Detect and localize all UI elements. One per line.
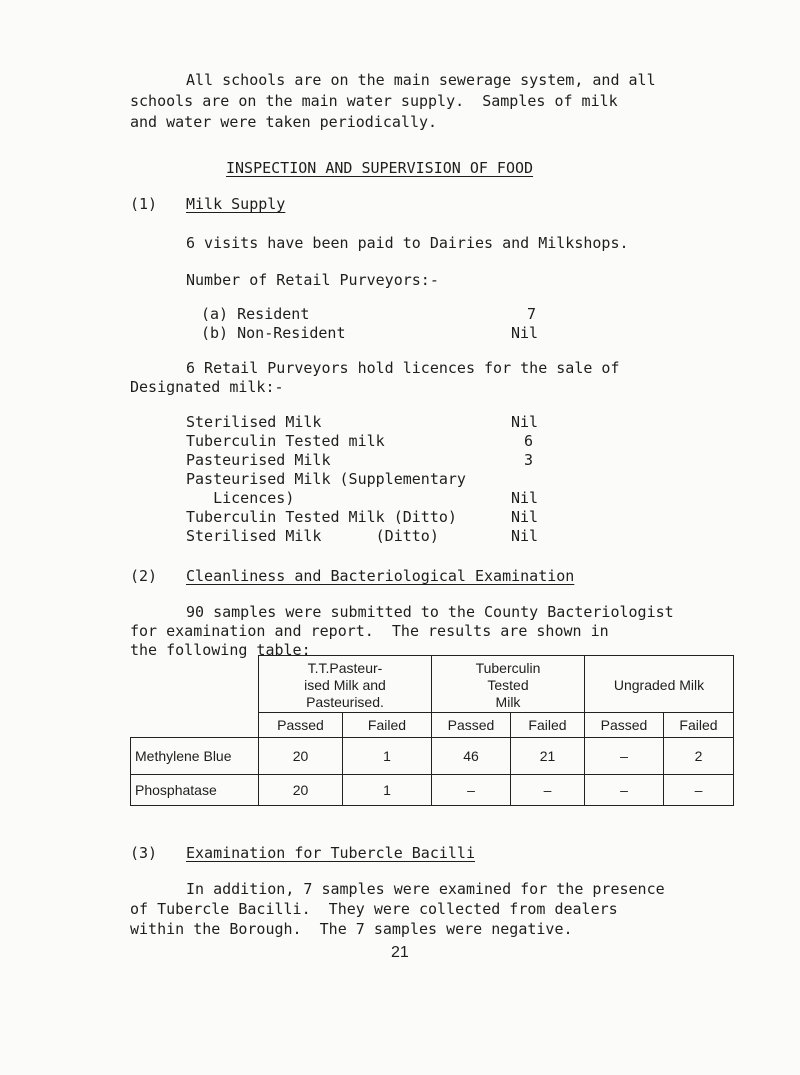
designated-value-7: Nil: [511, 527, 539, 545]
table-cell: 1: [343, 738, 432, 775]
purveyor-nonresident-label: (b) Non-Resident: [201, 324, 346, 342]
row-label-methylene-blue: Methylene Blue: [131, 738, 259, 775]
group-header-ungraded-label: Ungraded Milk: [613, 677, 705, 693]
page-number: 21: [391, 944, 409, 961]
subheader-row: [131, 713, 734, 738]
tubercle-line-2: of Tubercle Bacilli. They were collected from dealers: [130, 900, 618, 918]
results-table: [130, 655, 734, 806]
table-cell: –: [585, 775, 664, 806]
designated-value-5: Nil: [511, 489, 539, 507]
designated-value-3: 3: [524, 451, 534, 469]
visits-text: 6 visits have been paid to Dairies and Milkshops.: [186, 234, 629, 252]
purveyor-resident-value: 7: [527, 305, 537, 323]
designated-value-2: 6: [524, 432, 534, 450]
group-header-tuberculin-tested: [432, 656, 585, 713]
tubercle-line-1: In addition, 7 samples were examined for the presence: [186, 880, 665, 898]
subheader-ung-passed: Passed: [585, 713, 664, 738]
row-label-phosphatase: Phosphatase: [131, 775, 259, 806]
table-row: [131, 775, 734, 806]
subheader-corner: [131, 713, 259, 738]
designated-label-7: Sterilised Milk (Ditto): [186, 527, 439, 545]
cleanliness-number: (2): [130, 567, 158, 585]
designated-label-2: Tuberculin Tested milk: [186, 432, 385, 450]
designated-label-5: Licences): [186, 489, 295, 507]
milk-supply-title: Milk Supply: [186, 195, 286, 213]
designated-label-4: Pasteurised Milk (Supplementary: [186, 470, 466, 488]
designated-value-1: Nil: [511, 413, 539, 431]
purveyor-nonresident-value: Nil: [511, 324, 539, 342]
tubercle-title: Examination for Tubercle Bacilli: [186, 844, 475, 862]
tubercle-line-3: within the Borough. The 7 samples were negative.: [130, 920, 573, 938]
licences-line-2: Designated milk:-: [130, 378, 284, 396]
table-cell: –: [585, 738, 664, 775]
designated-value-6: Nil: [511, 508, 539, 526]
intro-line-1: All schools are on the main sewerage system, and all: [186, 71, 656, 89]
subheader-ung-failed: Failed: [664, 713, 734, 738]
licences-line-1: 6 Retail Purveyors hold licences for the sale of: [186, 359, 620, 377]
table-cell: –: [664, 775, 734, 806]
table-cell: 20: [259, 775, 343, 806]
intro-line-3: and water were taken periodically.: [130, 113, 438, 131]
cleanliness-line-3: the following table:: [130, 641, 311, 659]
table-cell: –: [511, 775, 585, 806]
intro-line-2: schools are on the main water supply. Samples of milk: [130, 92, 618, 110]
table-cell: 1: [343, 775, 432, 806]
table-cell: –: [432, 775, 511, 806]
subheader-tt-failed: Failed: [343, 713, 432, 738]
group-header-tt-pasteurised-label: T.T.Pasteur- ised Milk and Pasteurised.: [304, 660, 386, 710]
cleanliness-title: Cleanliness and Bacteriological Examination: [186, 567, 575, 585]
cleanliness-line-2: for examination and report. The results are shown in: [130, 622, 609, 640]
group-header-tt-pasteurised: [259, 656, 432, 713]
designated-label-1: Sterilised Milk: [186, 413, 322, 431]
designated-label-3: Pasteurised Milk: [186, 451, 331, 469]
cleanliness-line-1: 90 samples were submitted to the County Bacteriologist: [186, 603, 674, 621]
table-cell: 46: [432, 738, 511, 775]
purveyors-label: Number of Retail Purveyors:-: [186, 271, 439, 289]
table-cell: 2: [664, 738, 734, 775]
purveyor-resident-label: (a) Resident: [201, 305, 310, 323]
table-corner: [131, 656, 259, 713]
section-heading: INSPECTION AND SUPERVISION OF FOOD: [226, 159, 534, 177]
group-header-ungraded: [585, 656, 734, 713]
subheader-tt-passed: Passed: [259, 713, 343, 738]
tubercle-number: (3): [130, 844, 158, 862]
table-cell: 20: [259, 738, 343, 775]
table-cell: 21: [511, 738, 585, 775]
subheader-tub-passed: Passed: [432, 713, 511, 738]
designated-label-6: Tuberculin Tested Milk (Ditto): [186, 508, 457, 526]
table-row: [131, 738, 734, 775]
subheader-tub-failed: Failed: [511, 713, 585, 738]
milk-supply-number: (1): [130, 195, 158, 213]
group-header-tuberculin-tested-label: Tuberculin Tested Milk: [475, 660, 541, 710]
